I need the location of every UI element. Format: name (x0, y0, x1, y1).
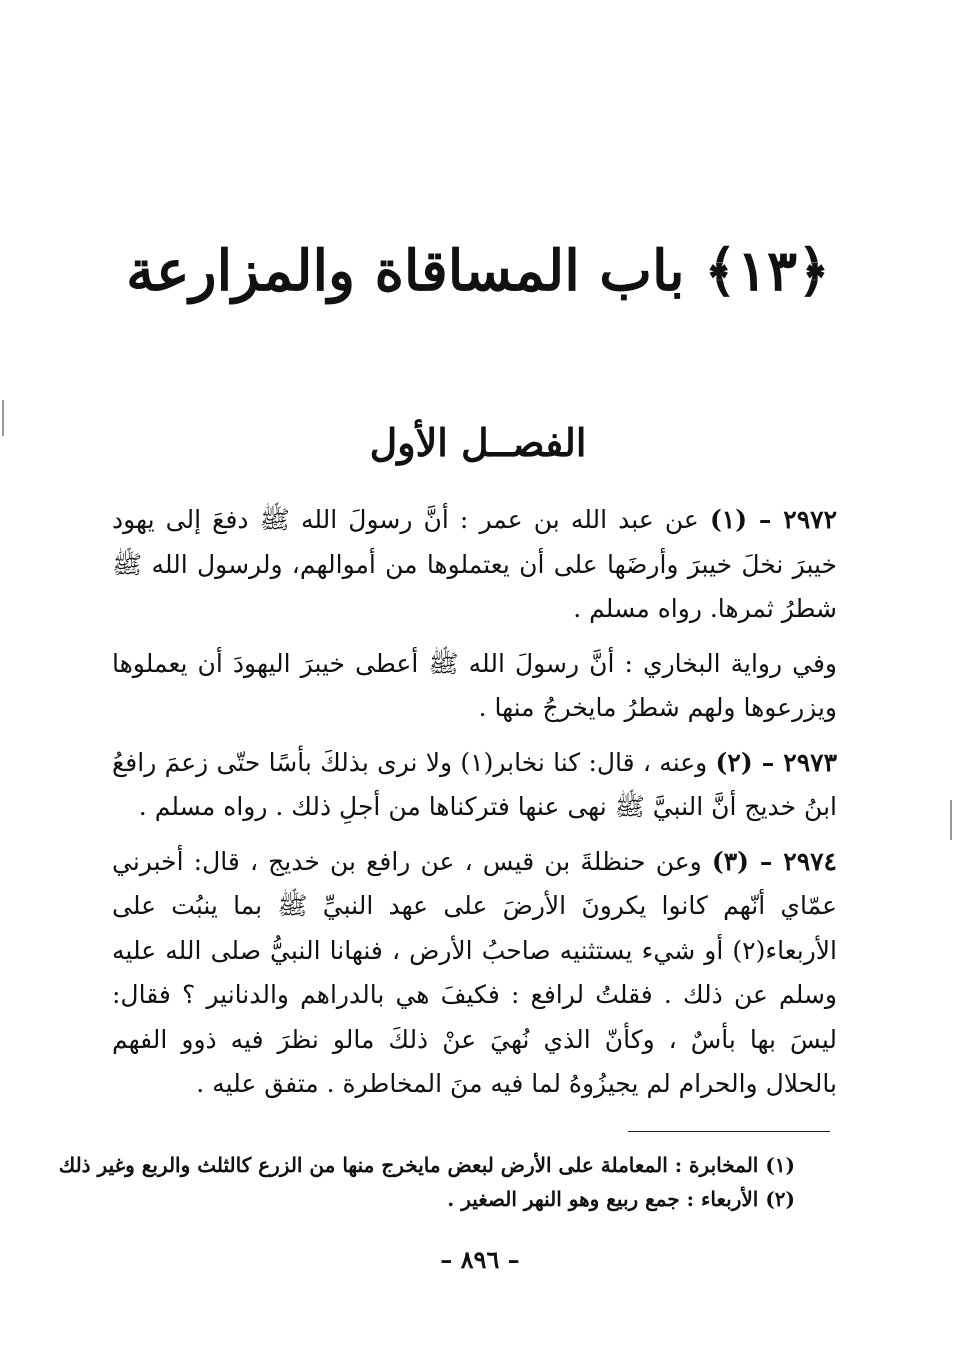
hadith-2972-bukhari (112, 642, 837, 731)
hadith-number: ٢٩٧٢ – (١) (709, 505, 837, 534)
chapter-title: ﴿١٣﴾ باب المساقاة والمزارعة (126, 238, 830, 304)
scan-edge-mark (2, 400, 4, 436)
hadith-text: وفي رواية البخاري : أنَّ رسولَ الله ﷺ أعطى خيبرَ اليهودَ أن يعملوها ويزرعوها ولهم شطرُ مايخرجُ منها . (112, 648, 837, 722)
hadith-number: ٢٩٧٤ – (٣) (711, 846, 837, 876)
hadith-body (112, 498, 837, 1117)
footnote-2: (٢) الأربعاء : جمع ربيع وهو النهر الصغير . (447, 1187, 795, 1211)
hadith-text: وعن حنظلةَ بن قيس ، عن رافع بن خديج ، قال: أخبرني عمّاي أنّهم كانوا يكرونَ الأرضَ على عهد النبيِّ ﷺ بما ينبُت على الأربعاء(٢) أو شيء يستثنيه صاحبُ الأرض ، فنهانا النبيُّ صلى الله عليه وسلم عن ذلك . فقلتُ لرافع : فكيفَ هي بالدراهم والدنانير ؟ فقال: ليسَ بها بأسٌ ، وكأنّ الذي نُهيَ عنْ ذلكَ مالو نظرَ فيه ذوو الفهم بالحلال والحرام لم يجيزُوهُ لما فيه منَ المخاطرة . متفق عليه . (112, 846, 837, 1098)
footnote-1: (١) المخابرة : المعاملة على الأرض لبعض مايخرج منها من الزرع كالثلث والربع وغير ذلك (58, 1153, 795, 1177)
hadith-2972 (112, 498, 837, 632)
hadith-text: وعنه ، قال: كنا نخابر(١) ولا نرى بذلكَ بأسًا حتّى زعمَ رافعُ ابنُ خديج أنَّ النبيَّ ﷺ نهى عنها فتركناها من أجلِ ذلك . رواه مسلم . (112, 747, 837, 821)
hadith-2973 (112, 741, 837, 830)
scan-edge-mark (950, 800, 952, 840)
footnotes (58, 1148, 795, 1216)
hadith-2974 (112, 840, 837, 1107)
hadith-text: عن عبد الله بن عمر : أنَّ رسولَ الله ﷺ دفعَ إلى يهود خيبرَ نخلَ خيبرَ وأرضَها على أن يعتملوها من أموالهم، ولرسول الله ﷺ شطرُ ثمرها. رواه مسلم . (112, 505, 837, 623)
page-number: – ٨٩٦ – (440, 1245, 520, 1274)
hadith-number: ٢٩٧٣ – (٢) (715, 747, 837, 777)
footnote-divider (628, 1131, 830, 1132)
section-title: الفصــل الأول (369, 420, 587, 465)
